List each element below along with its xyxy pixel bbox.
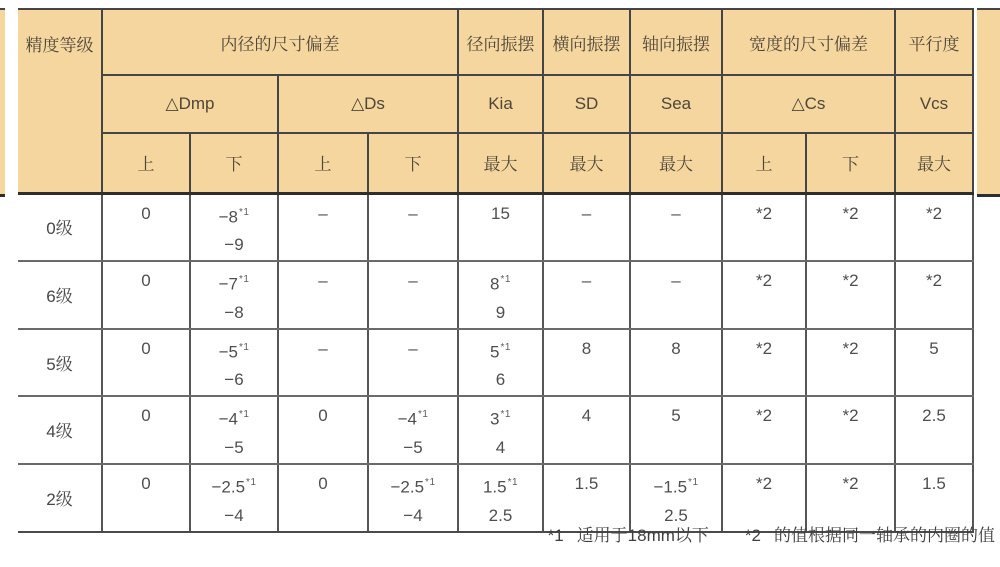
value-cell: *2 xyxy=(722,193,806,261)
value-cell: *2 xyxy=(722,329,806,397)
value-cell: – xyxy=(278,261,368,329)
value-cell: −4$^{*1}$ −5 xyxy=(190,396,278,464)
footnote xyxy=(0,521,995,546)
symbol-dmp: △Dmp xyxy=(102,75,278,133)
value-cell: 0 xyxy=(102,329,190,397)
value-cell: 0 xyxy=(278,464,368,532)
grade-cell: 0级 xyxy=(18,193,102,261)
footnote-ref: *1 xyxy=(425,477,436,489)
header-row-limits xyxy=(18,133,973,193)
value-cell: 8 xyxy=(630,329,722,397)
col-header-lateral-runout: 横向振摆 xyxy=(543,9,630,75)
value-cell: *2 xyxy=(806,193,895,261)
limit-vcs-max: 最大 xyxy=(895,133,973,193)
table-row xyxy=(18,193,973,261)
value-cell: −8$^{*1}$ −9 xyxy=(190,193,278,261)
table-row xyxy=(18,329,973,397)
limit-cs-lower: 下 xyxy=(806,133,895,193)
value-cell: *2 xyxy=(722,396,806,464)
table-row xyxy=(18,261,973,329)
footnote-1-text: 适用于18mm以下 xyxy=(576,526,709,545)
tolerance-table xyxy=(18,8,974,533)
table-right-edge-fragment xyxy=(977,8,1000,197)
symbol-vcs: Vcs xyxy=(895,75,973,133)
limit-ds-lower: 下 xyxy=(368,133,458,193)
value-cell: 0 xyxy=(278,396,368,464)
table-left-edge-fragment xyxy=(0,8,5,197)
footnote-ref: *1 xyxy=(500,409,511,421)
table-body xyxy=(18,193,973,532)
value-cell: – xyxy=(543,261,630,329)
header-row-symbols xyxy=(18,75,973,133)
symbol-cs: △Cs xyxy=(722,75,895,133)
value-cell: 5 xyxy=(630,396,722,464)
footnote-ref: *1 xyxy=(238,341,250,353)
value-cell: 0 xyxy=(102,464,190,532)
value-cell: −2.5$^{*1}$ −4 xyxy=(368,464,458,532)
value-cell: 0 xyxy=(102,193,190,261)
footnote-2-marker: *2 xyxy=(744,526,761,545)
limit-kia-max: 最大 xyxy=(458,133,543,193)
footnote-ref: *1 xyxy=(238,409,250,421)
value-cell: 1.5 xyxy=(543,464,630,532)
footnote-ref: *1 xyxy=(500,274,511,286)
value-cell: *2 xyxy=(722,261,806,329)
value-cell: *2 xyxy=(806,261,895,329)
limit-dmp-lower: 下 xyxy=(190,133,278,193)
table-header xyxy=(18,9,973,193)
value-cell: 4 xyxy=(543,396,630,464)
limit-sd-max: 最大 xyxy=(543,133,630,193)
grade-cell: 4级 xyxy=(18,396,102,464)
value-cell: 0 xyxy=(102,396,190,464)
limit-dmp-upper: 上 xyxy=(102,133,190,193)
footnote-ref: *1 xyxy=(507,477,519,489)
footnote-ref: *1 xyxy=(238,206,250,218)
value-cell: 8$^{*1}$ 9 xyxy=(458,261,543,329)
footnote-ref: *1 xyxy=(417,409,429,421)
symbol-sd: SD xyxy=(543,75,630,133)
value-cell: −5$^{*1}$ −6 xyxy=(190,329,278,397)
grade-cell: 2级 xyxy=(18,464,102,532)
col-header-parallelism: 平行度 xyxy=(895,9,973,75)
limit-sea-max: 最大 xyxy=(630,133,722,193)
value-cell: 8 xyxy=(543,329,630,397)
footnote-2-text: 的值根据同一轴承的内圈的值 xyxy=(774,526,995,545)
value-cell: *2 xyxy=(806,396,895,464)
value-cell: *2 xyxy=(806,329,895,397)
value-cell: – xyxy=(630,193,722,261)
value-cell: *2 xyxy=(895,193,973,261)
value-cell: *2 xyxy=(806,464,895,532)
limit-cs-upper: 上 xyxy=(722,133,806,193)
footnote-1-marker: *1 xyxy=(547,526,564,545)
value-cell: 5$^{*1}$ 6 xyxy=(458,329,543,397)
value-cell: – xyxy=(368,193,458,261)
value-cell: *2 xyxy=(722,464,806,532)
header-row-groups xyxy=(18,9,973,75)
grade-cell: 5级 xyxy=(18,329,102,397)
value-cell: −1.5$^{*1}$ 2.5 xyxy=(630,464,722,532)
value-cell: 0 xyxy=(102,261,190,329)
value-cell: 3$^{*1}$ 4 xyxy=(458,396,543,464)
value-cell: – xyxy=(278,329,368,397)
col-header-radial-runout: 径向振摆 xyxy=(458,9,543,75)
value-cell: −2.5$^{*1}$ −4 xyxy=(190,464,278,532)
value-cell: −4$^{*1}$ −5 xyxy=(368,396,458,464)
value-cell: 1.5$^{*1}$ 2.5 xyxy=(458,464,543,532)
value-cell: 15 xyxy=(458,193,543,261)
value-cell: – xyxy=(368,329,458,397)
value-cell: 2.5 xyxy=(895,396,973,464)
col-header-width-deviation: 宽度的尺寸偏差 xyxy=(722,9,895,75)
limit-ds-upper: 上 xyxy=(278,133,368,193)
symbol-ds: △Ds xyxy=(278,75,458,133)
value-cell: *2 xyxy=(895,261,973,329)
grade-cell: 6级 xyxy=(18,261,102,329)
value-cell: – xyxy=(278,193,368,261)
value-cell: 1.5 xyxy=(895,464,973,532)
value-cell: – xyxy=(543,193,630,261)
value-cell: 5 xyxy=(895,329,973,397)
col-header-bore-deviation: 内径的尺寸偏差 xyxy=(102,9,458,75)
col-header-axial-runout: 轴向振摆 xyxy=(630,9,722,75)
value-cell: – xyxy=(630,261,722,329)
footnote-ref: *1 xyxy=(500,341,511,353)
footnote-ref: *1 xyxy=(688,477,699,489)
value-cell: −7$^{*1}$ −8 xyxy=(190,261,278,329)
table-row xyxy=(18,396,973,464)
col-header-grade: 精度等级 xyxy=(18,9,102,193)
symbol-sea: Sea xyxy=(630,75,722,133)
footnote-ref: *1 xyxy=(238,274,250,286)
symbol-kia: Kia xyxy=(458,75,543,133)
footnote-ref: *1 xyxy=(246,477,257,489)
value-cell: – xyxy=(368,261,458,329)
